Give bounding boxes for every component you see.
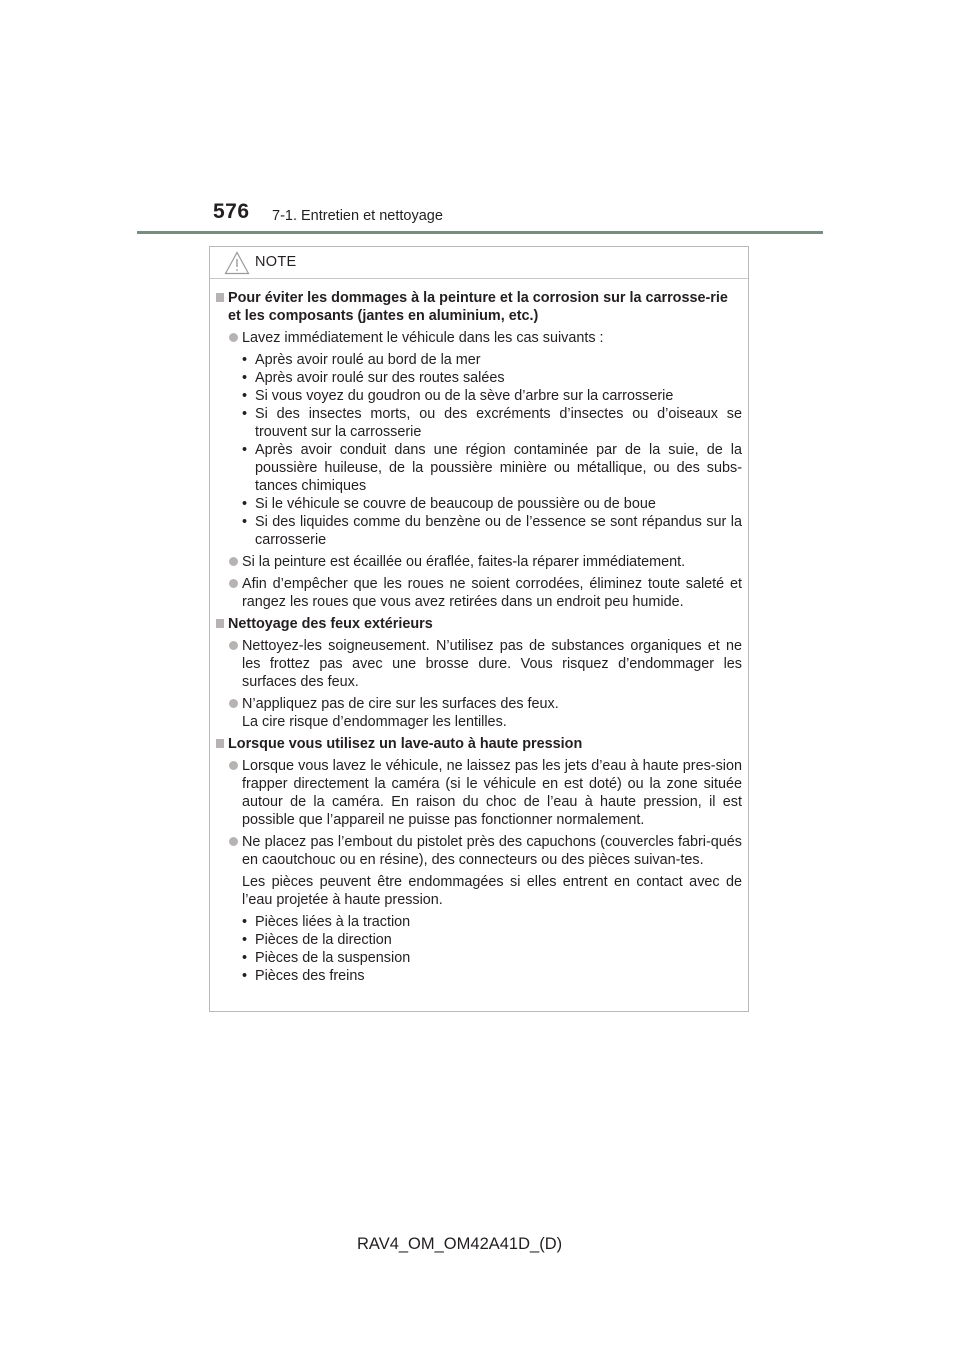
document-code: RAV4_OM_OM42A41D_(D) bbox=[357, 1235, 563, 1253]
round-bullet-icon bbox=[229, 579, 238, 588]
paragraph: Lavez immédiatement le véhicule dans les cas suivants : bbox=[216, 329, 742, 347]
list-item: • Pièces liées à la traction bbox=[242, 913, 742, 931]
note-box bbox=[209, 246, 749, 1012]
list-item: • Pièces de la suspension bbox=[242, 949, 742, 967]
round-bullet-icon bbox=[229, 557, 238, 566]
square-bullet-icon bbox=[216, 739, 224, 748]
section-heading: Lorsque vous utilisez un lave-auto à haute pression bbox=[216, 735, 742, 753]
paragraph: Ne placez pas l’embout du pistolet près des capuchons (couvercles fabri-qués en caoutchouc ou en résine), des connecteurs ou des pièces suivan-tes. bbox=[216, 833, 742, 869]
round-bullet-icon bbox=[229, 699, 238, 708]
paragraph: N’appliquez pas de cire sur les surfaces des feux. La cire risque d’endommager les lentilles. bbox=[216, 695, 742, 731]
paragraph: Les pièces peuvent être endommagées si elles entrent en contact avec de l’eau projetée à haute pression. bbox=[242, 874, 742, 908]
section-heading: Nettoyage des feux extérieurs bbox=[216, 615, 742, 633]
list-item: • Si des insectes morts, ou des excréments d’insectes ou d’oiseaux se trouvent sur la carrosserie bbox=[242, 405, 742, 441]
square-bullet-icon bbox=[216, 619, 224, 628]
square-bullet-icon bbox=[216, 293, 224, 302]
paragraph: Lorsque vous lavez le véhicule, ne laissez pas les jets d’eau à haute pres-sion frapper directement la caméra (si le véhicule en est doté) ou la zone située autour de la caméra. En raison du choc de l’eau à haute pression, il est possible que l’appareil ne puisse pas fonctionner normalement. bbox=[216, 757, 742, 829]
note-header bbox=[210, 247, 748, 279]
list-item: • Après avoir roulé sur des routes salées bbox=[242, 369, 742, 387]
warning-triangle-icon bbox=[224, 251, 250, 275]
list-item: • Pièces des freins bbox=[242, 967, 742, 985]
list-item: • Si des liquides comme du benzène ou de l’essence se sont répandus sur la carrosserie bbox=[242, 513, 742, 549]
section-title: 7-1. Entretien et nettoyage bbox=[272, 208, 443, 224]
header-rule bbox=[137, 231, 823, 234]
paragraph: Afin d’empêcher que les roues ne soient corrodées, éliminez toute saleté et rangez les roues que vous avez retirées dans un endroit peu humide. bbox=[216, 575, 742, 611]
list-item: • Si le véhicule se couvre de beaucoup de poussière ou de boue bbox=[242, 495, 742, 513]
list-item: • Si vous voyez du goudron ou de la sève d’arbre sur la carrosserie bbox=[242, 387, 742, 405]
section-heading: Pour éviter les dommages à la peinture et la corrosion sur la carrosse-rie et les composants (jantes en aluminium, etc.) bbox=[216, 289, 742, 325]
list-item: • Après avoir roulé au bord de la mer bbox=[242, 351, 742, 369]
round-bullet-icon bbox=[229, 761, 238, 770]
note-label: NOTE bbox=[255, 254, 297, 270]
paragraph: Si la peinture est écaillée ou éraflée, faites-la réparer immédiatement. bbox=[216, 553, 742, 571]
page-number: 576 bbox=[213, 200, 250, 223]
bullet-list bbox=[216, 351, 742, 549]
bullet-list bbox=[216, 913, 742, 985]
paragraph: Nettoyez-les soigneusement. N’utilisez pas de substances organiques et ne les frottez pas avec une brosse dure. Vous risquez d’endommager les surfaces des feux. bbox=[216, 637, 742, 691]
note-body bbox=[210, 279, 748, 985]
list-item: • Pièces de la direction bbox=[242, 931, 742, 949]
list-item: • Après avoir conduit dans une région contaminée par de la suie, de la poussière huileuse, de la poussière minière ou métallique, ou des subs-tances chimiques bbox=[242, 441, 742, 495]
round-bullet-icon bbox=[229, 837, 238, 846]
round-bullet-icon bbox=[229, 333, 238, 342]
round-bullet-icon bbox=[229, 641, 238, 650]
